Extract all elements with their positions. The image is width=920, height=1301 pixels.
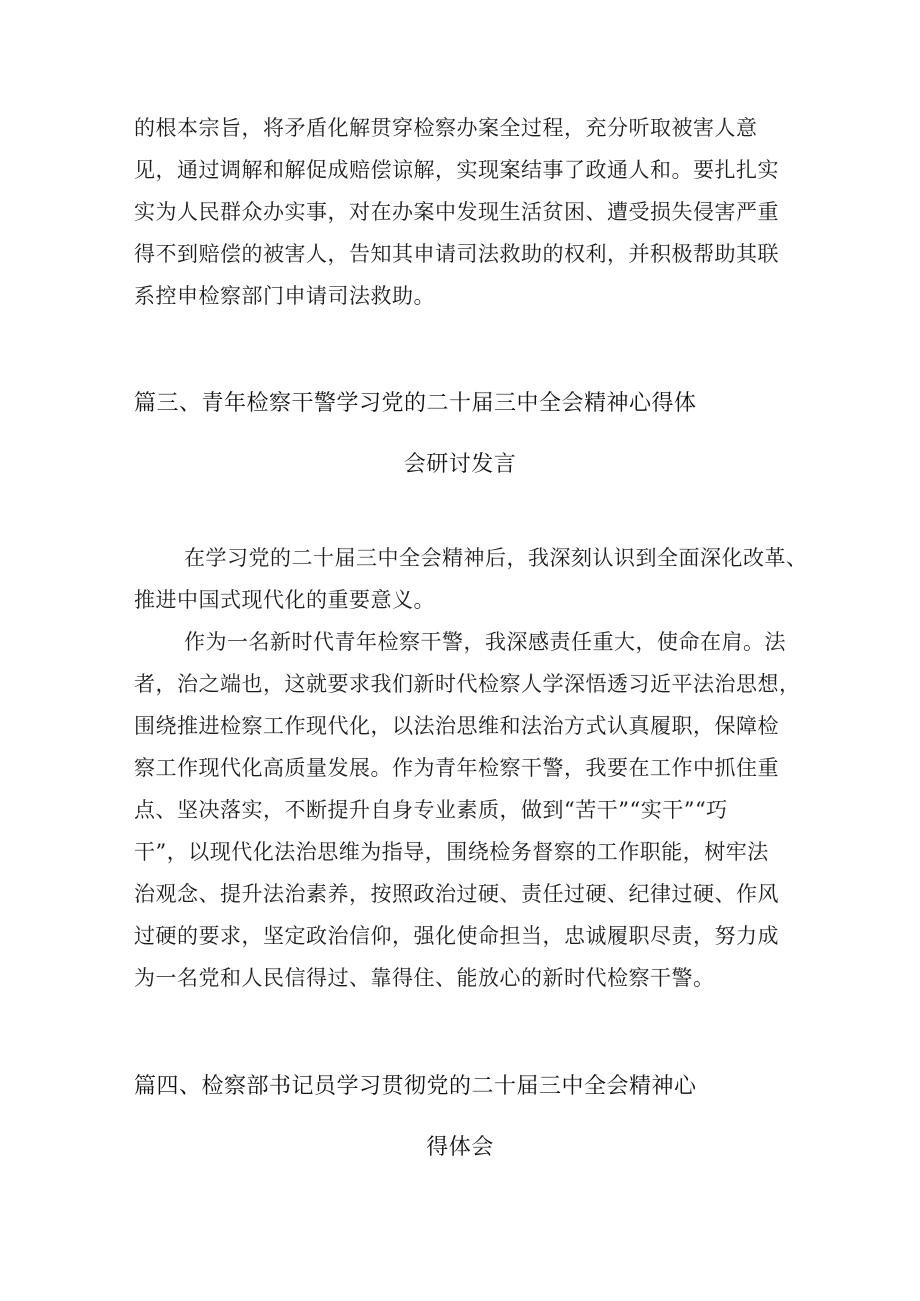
paragraph-2-line: 点、坚决落实，不断提升自身专业素质，做到“苦干”“实干”“巧: [134, 798, 728, 822]
paragraph-2-line: 治观念、提升法治素养，按照政治过硬、责任过硬、纪律过硬、作风: [134, 882, 779, 906]
text-line: 系控申检察部门申请司法救助。: [134, 284, 435, 308]
paragraph-2-line: 察工作现代化高质量发展。作为青年检察干警，我要在工作中抓住重: [134, 756, 779, 780]
text-line: 见，通过调解和解促成赔偿谅解，实现案结事了政通人和。要扎扎实: [134, 158, 779, 182]
section-4-heading: [134, 1072, 794, 1163]
section-3-body: [134, 537, 808, 999]
section-4-title-line-2: 得体会: [426, 1135, 494, 1160]
text-line: 实为人民群众办实事，对在办案中发现生活贫困、遭受损失侵害严重: [134, 200, 779, 224]
paragraph-2-line: 为一名党和人民信得过、靠得住、能放心的新时代检察干警。: [134, 966, 715, 990]
paragraph-1-line: 推进中国式现代化的重要意义。: [134, 588, 435, 612]
paragraph-2-line: 围绕推进检察工作现代化，以法治思维和法治方式认真履职，保障检: [134, 714, 779, 738]
paragraph-2-line: 者，治之端也，这就要求我们新时代检察人学深悟透习近平法治思想，: [134, 672, 801, 696]
text-line: 的根本宗旨，将矛盾化解贯穿检察办案全过程，充分听取被害人意: [134, 116, 758, 140]
section-4-title-line-1: 篇四、检察部书记员学习贯彻党的二十届三中全会精神心: [134, 1074, 697, 1099]
text-line: 得不到赔偿的被害人，告知其申请司法救助的权利，并积极帮助其联: [134, 242, 779, 266]
paragraph-2-line: 过硬的要求，坚定政治信仰，强化使命担当，忠诚履职尽责，努力成: [134, 924, 779, 948]
continuation-paragraph: [134, 107, 794, 317]
paragraph-2-line: 作为一名新时代青年检察干警，我深感责任重大，使命在肩。法: [184, 630, 786, 654]
section-3-heading: [134, 389, 794, 480]
paragraph-1-line: 在学习党的二十届三中全会精神后，我深刻认识到全面深化改革、: [184, 546, 808, 570]
section-3-title-line-1: 篇三、青年检察干警学习党的二十届三中全会精神心得体: [134, 391, 697, 416]
paragraph-2-line: 干”，以现代化法治思维为指导，围绕检务督察的工作职能，树牢法: [134, 840, 769, 864]
section-3-title-line-2: 会研讨发言: [403, 452, 517, 477]
